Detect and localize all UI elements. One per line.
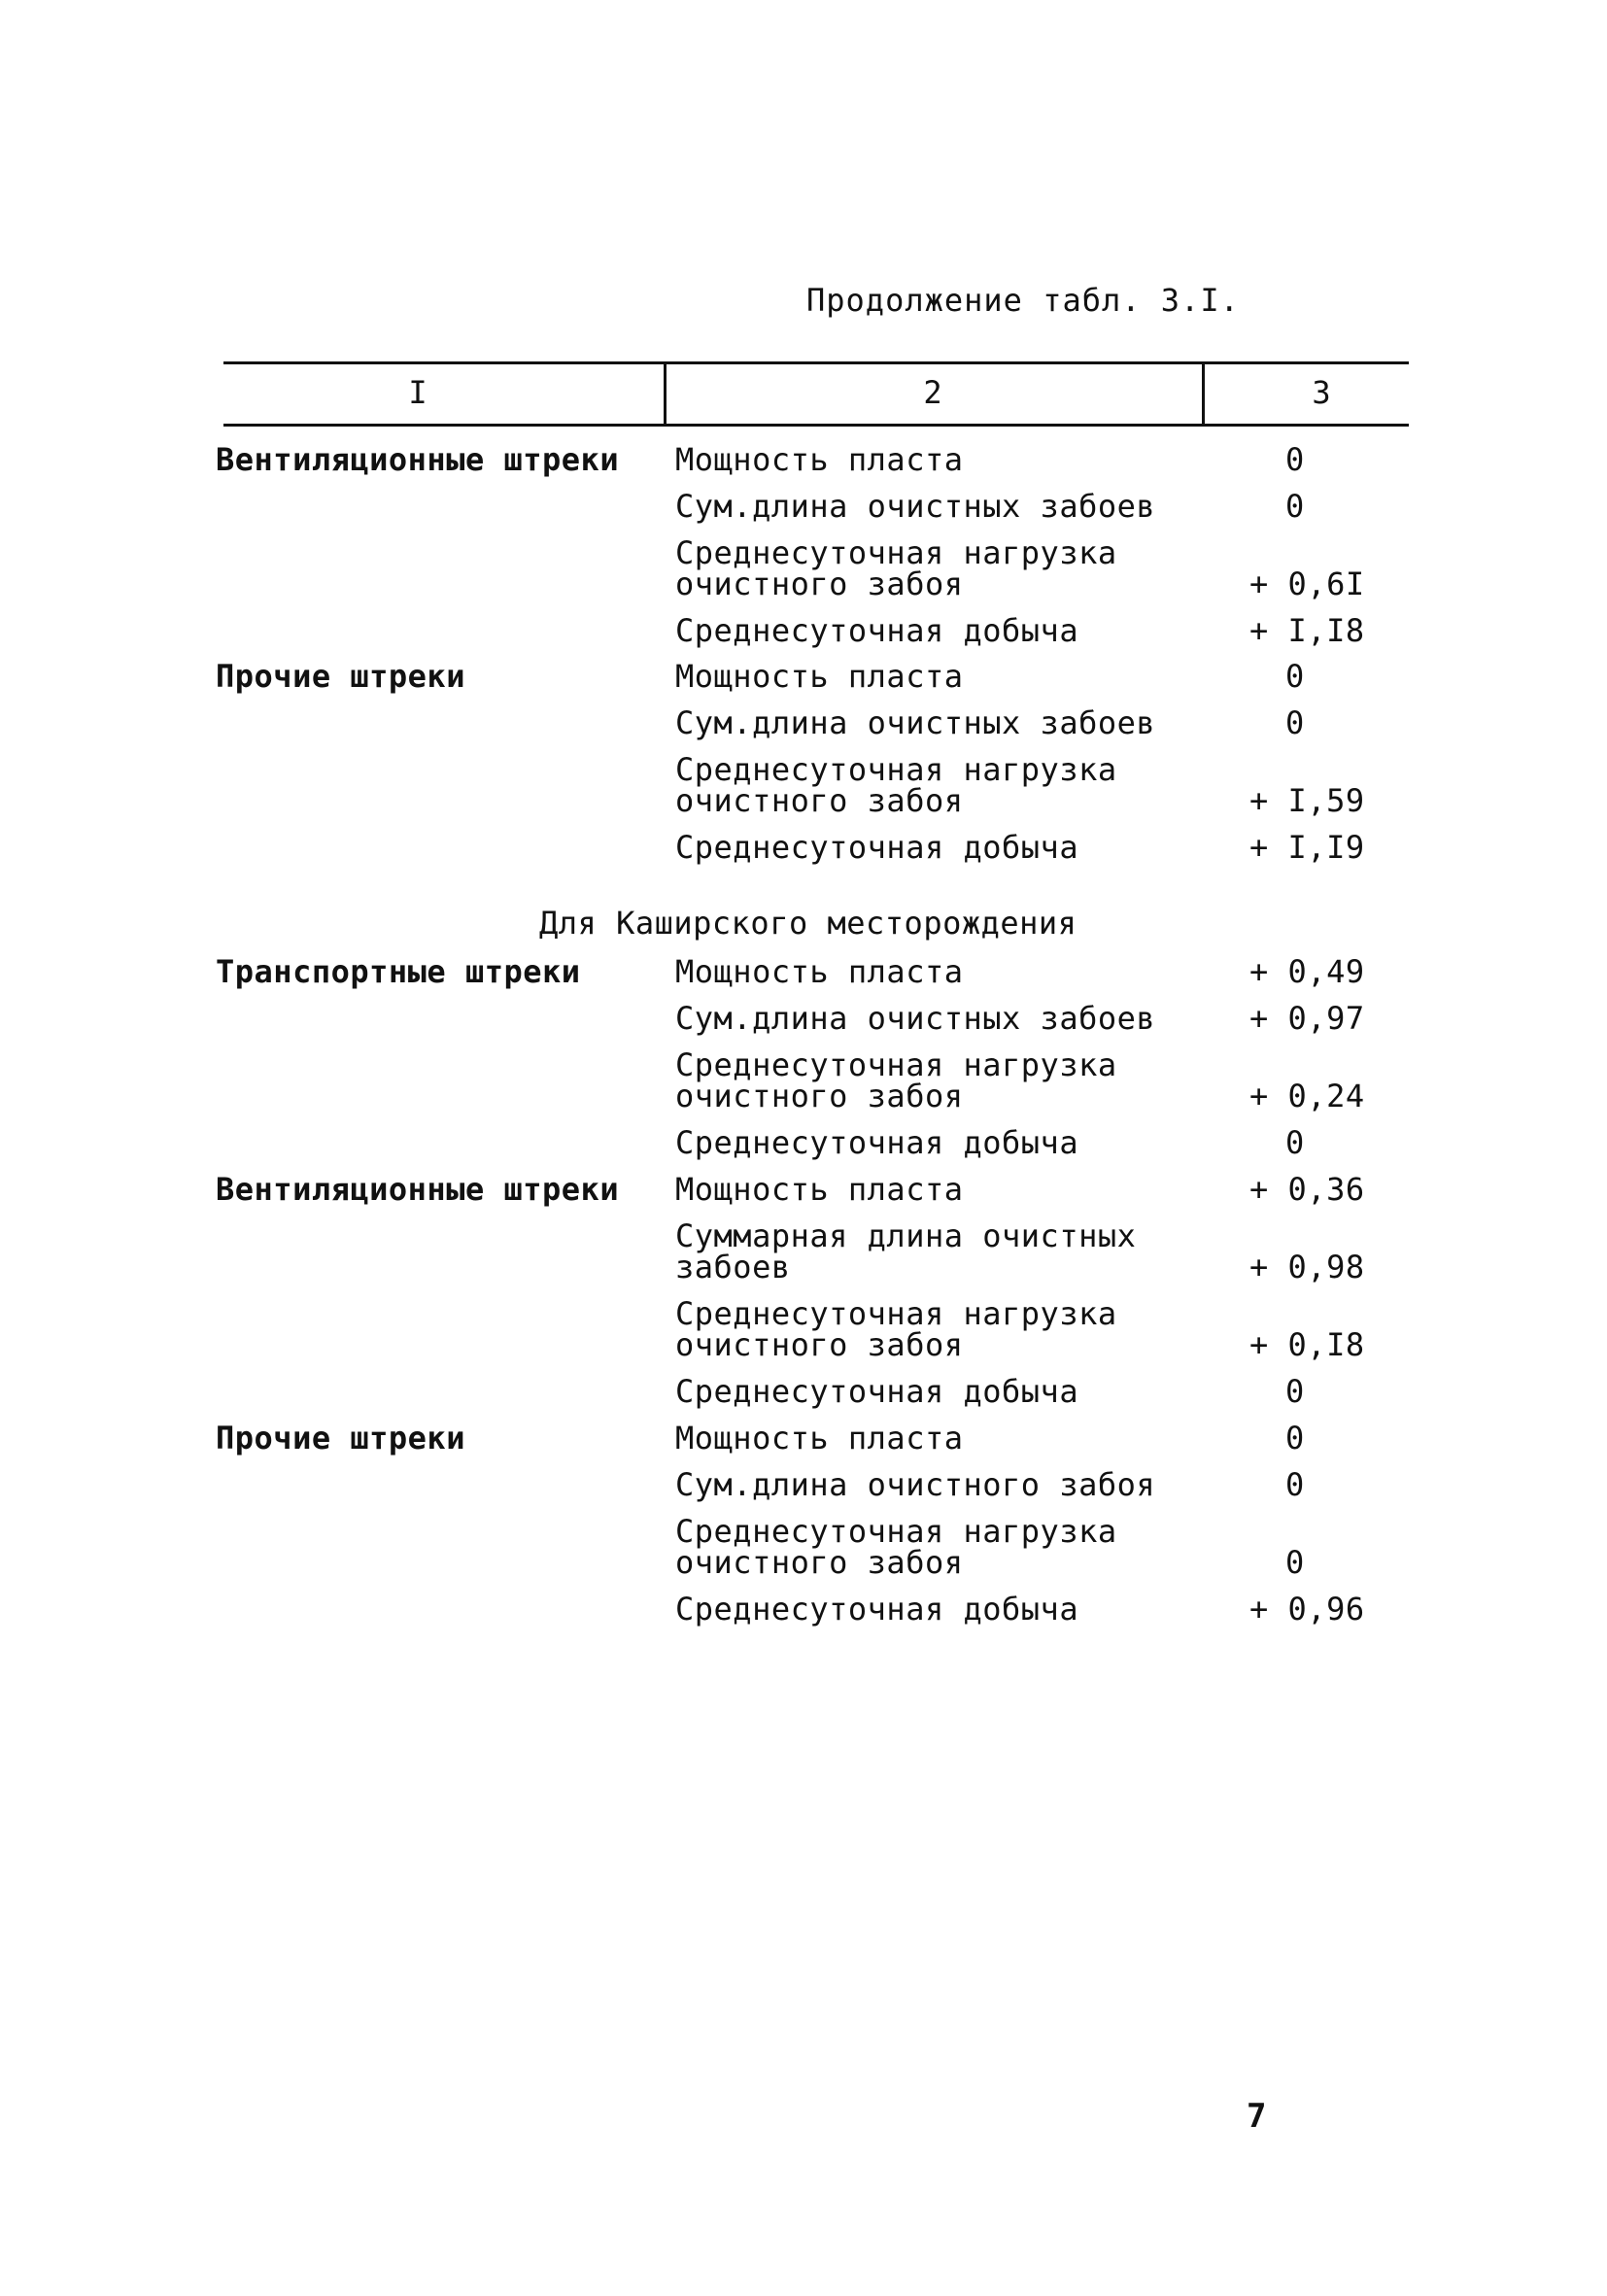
row-value: 0 bbox=[1285, 1373, 1305, 1410]
row-value: + I,I9 bbox=[1249, 829, 1365, 866]
row-parameter: Мощность пласта bbox=[675, 953, 964, 990]
row-value: + 0,6I bbox=[1249, 565, 1365, 602]
row-parameter: Мощность пласта bbox=[675, 1171, 964, 1208]
row-value: + 0,98 bbox=[1249, 1249, 1365, 1285]
row-parameter: Среднесуточная добыча bbox=[675, 1124, 1079, 1161]
row-label: Прочие штреки bbox=[216, 1420, 465, 1456]
header-col1: I bbox=[408, 374, 427, 411]
row-value: 0 bbox=[1285, 1466, 1305, 1503]
row-parameter: очистного забоя bbox=[675, 1326, 964, 1363]
row-value: + I,59 bbox=[1249, 782, 1365, 819]
row-parameter: очистного забоя bbox=[675, 565, 964, 602]
row-parameter: Среднесуточная нагрузка bbox=[675, 1046, 1117, 1083]
row-parameter: Среднесуточная нагрузка bbox=[675, 1295, 1117, 1332]
row-value: 0 bbox=[1285, 1124, 1305, 1161]
page-number: 7 bbox=[1247, 2097, 1267, 2136]
row-parameter: забоев bbox=[675, 1249, 791, 1285]
row-label: Транспортные штреки bbox=[216, 953, 581, 990]
row-parameter: Среднесуточная нагрузка bbox=[675, 751, 1117, 788]
row-parameter: Среднесуточная добыча bbox=[675, 829, 1079, 866]
row-label: Прочие штреки bbox=[216, 658, 465, 695]
row-label: Вентиляционные штреки bbox=[216, 441, 620, 478]
row-parameter: Сум.длина очистных забоев bbox=[675, 488, 1156, 525]
row-parameter: Среднесуточная добыча bbox=[675, 612, 1079, 649]
row-value: 0 bbox=[1285, 441, 1305, 478]
header-col3: 3 bbox=[1312, 374, 1331, 411]
row-value: + 0,96 bbox=[1249, 1591, 1365, 1628]
row-value: + 0,24 bbox=[1249, 1078, 1365, 1114]
row-value: 0 bbox=[1285, 488, 1305, 525]
row-parameter: Мощность пласта bbox=[675, 658, 964, 695]
row-value: + 0,97 bbox=[1249, 1000, 1365, 1037]
header-divider-1 bbox=[664, 363, 667, 424]
row-parameter: очистного забоя bbox=[675, 1544, 964, 1581]
row-parameter: Среднесуточная добыча bbox=[675, 1373, 1079, 1410]
row-label: Вентиляционные штреки bbox=[216, 1171, 620, 1208]
row-parameter: Среднесуточная нагрузка bbox=[675, 1513, 1117, 1550]
row-parameter: Суммарная длина очистных bbox=[675, 1217, 1137, 1254]
row-value: + 0,49 bbox=[1249, 953, 1365, 990]
row-value: 0 bbox=[1285, 1544, 1305, 1581]
row-value: 0 bbox=[1285, 1420, 1305, 1456]
row-parameter: Сум.длина очистных забоев bbox=[675, 1000, 1156, 1037]
header-divider-2 bbox=[1202, 363, 1205, 424]
header-top-rule bbox=[223, 361, 1409, 364]
row-parameter: Сум.длина очистных забоев bbox=[675, 704, 1156, 741]
row-parameter: Мощность пласта bbox=[675, 1420, 964, 1456]
row-value: 0 bbox=[1285, 658, 1305, 695]
row-parameter: очистного забоя bbox=[675, 782, 964, 819]
row-parameter: Мощность пласта bbox=[675, 441, 964, 478]
row-parameter: Среднесуточная добыча bbox=[675, 1591, 1079, 1628]
table-caption: Продолжение табл. 3.I. bbox=[806, 282, 1240, 319]
row-value: + I,I8 bbox=[1249, 612, 1365, 649]
row-parameter: Среднесуточная нагрузка bbox=[675, 534, 1117, 571]
row-value: 0 bbox=[1285, 704, 1305, 741]
header-col2: 2 bbox=[923, 374, 942, 411]
header-bottom-rule bbox=[223, 424, 1409, 427]
section-title: Для Каширского месторождения bbox=[539, 905, 1077, 942]
row-parameter: Сум.длина очистного забоя bbox=[675, 1466, 1156, 1503]
row-parameter: очистного забоя bbox=[675, 1078, 964, 1114]
row-value: + 0,36 bbox=[1249, 1171, 1365, 1208]
row-value: + 0,I8 bbox=[1249, 1326, 1365, 1363]
